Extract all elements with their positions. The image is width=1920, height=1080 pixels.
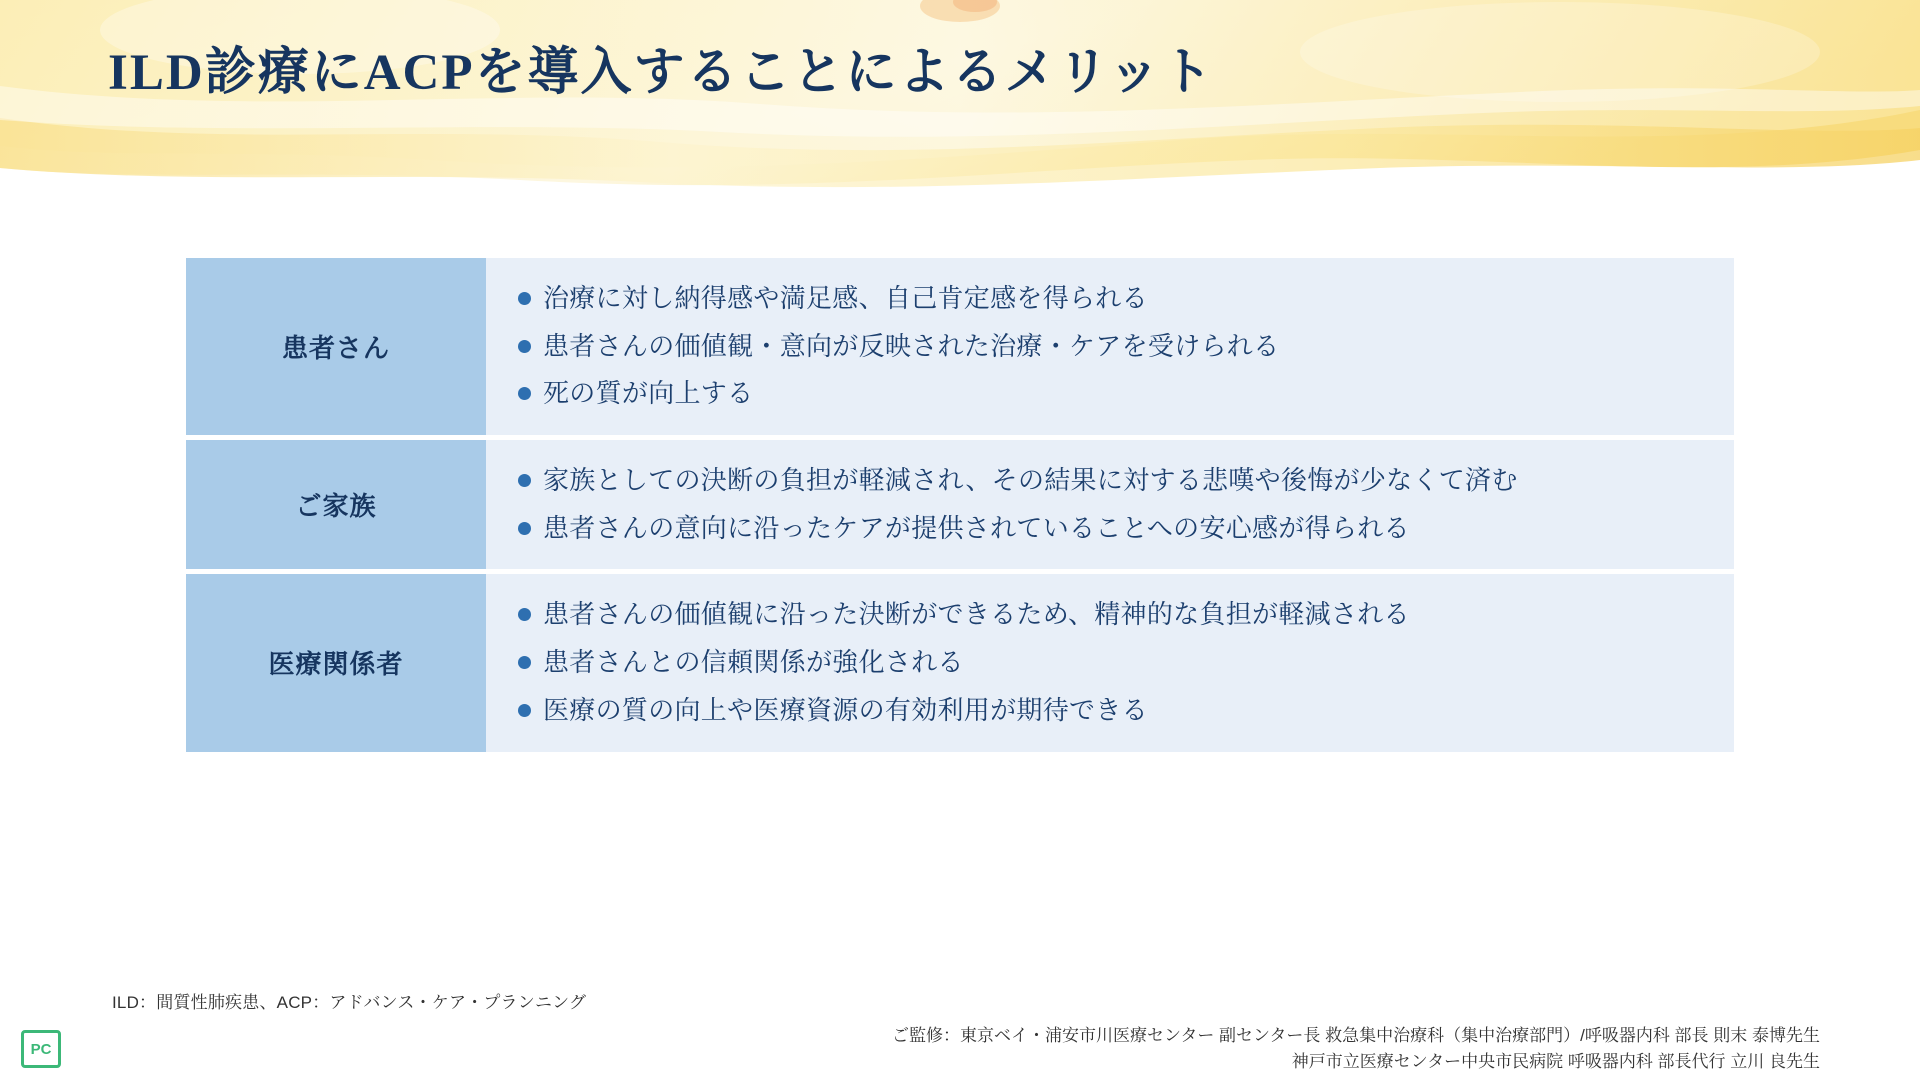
logo xyxy=(0,1018,82,1080)
list-item-text: 治療に対し納得感や満足感、自己肯定感を得られる xyxy=(543,283,1148,313)
page-title: ILD診療にACPを導入することによるメリット xyxy=(108,45,1215,101)
bullet-icon xyxy=(518,522,531,535)
bullet-icon xyxy=(518,387,531,400)
abbreviation-footnote: ILD：間質性肺疾患、ACP：アドバンス・ケア・プランニング xyxy=(112,993,587,1012)
benefits-table xyxy=(186,258,1734,757)
list-item xyxy=(518,280,1704,318)
list-item-text: 死の質が向上する xyxy=(543,378,754,409)
row-label-patient: 患者さん xyxy=(186,258,486,435)
list-item xyxy=(518,596,1704,634)
bullet-icon xyxy=(518,656,531,669)
list-item xyxy=(518,462,1704,500)
row-content-family xyxy=(486,440,1734,569)
row-label-medical-staff: 医療関係者 xyxy=(186,574,486,751)
header-band xyxy=(0,0,1920,205)
list-item-text: 患者さんの価値観・意向が反映された治療・ケアを受けられる xyxy=(543,330,1280,361)
list-item-text: 患者さんの意向に沿ったケアが提供されていることへの安心感が得られる xyxy=(543,512,1410,543)
list-item xyxy=(518,692,1704,730)
bullet-icon xyxy=(518,704,531,717)
list-item-text: 患者さんの価値観に沿った決断ができるため、精神的な負担が軽減される xyxy=(543,599,1410,630)
table-row xyxy=(186,574,1734,751)
table-row xyxy=(186,440,1734,569)
row-content-patient xyxy=(486,258,1734,435)
list-item-text: 患者さんとの信頼関係が強化される xyxy=(543,647,964,678)
list-item xyxy=(518,510,1704,548)
list-item-text: 医療の質の向上や医療資源の有効利用が期待できる xyxy=(543,694,1148,725)
bullet-icon xyxy=(518,340,531,353)
bullet-icon xyxy=(518,608,531,621)
list-item xyxy=(518,328,1704,366)
supervisor-credits xyxy=(892,1023,1820,1074)
row-content-medical-staff xyxy=(486,574,1734,751)
table-row xyxy=(186,258,1734,435)
bullet-icon xyxy=(518,474,531,487)
list-item xyxy=(518,375,1704,413)
supervisor-credit-line-1: ご監修：東京ベイ・浦安市川医療センター 副センター長 救急集中治療科（集中治療部門）/呼吸器内科 部長 則末 泰博先生 xyxy=(892,1026,1820,1045)
row-label-family: ご家族 xyxy=(186,440,486,569)
list-item xyxy=(518,644,1704,682)
supervisor-credit-line-2: 神戸市立医療センター中央市民病院 呼吸器内科 部長代行 立川 良先生 xyxy=(1291,1051,1820,1071)
bullet-icon xyxy=(518,292,531,305)
logo-mark: PC xyxy=(21,1030,61,1068)
list-item-text: 家族としての決断の負担が軽減され、その結果に対する悲嘆や後悔が少なくて済む xyxy=(543,465,1518,496)
